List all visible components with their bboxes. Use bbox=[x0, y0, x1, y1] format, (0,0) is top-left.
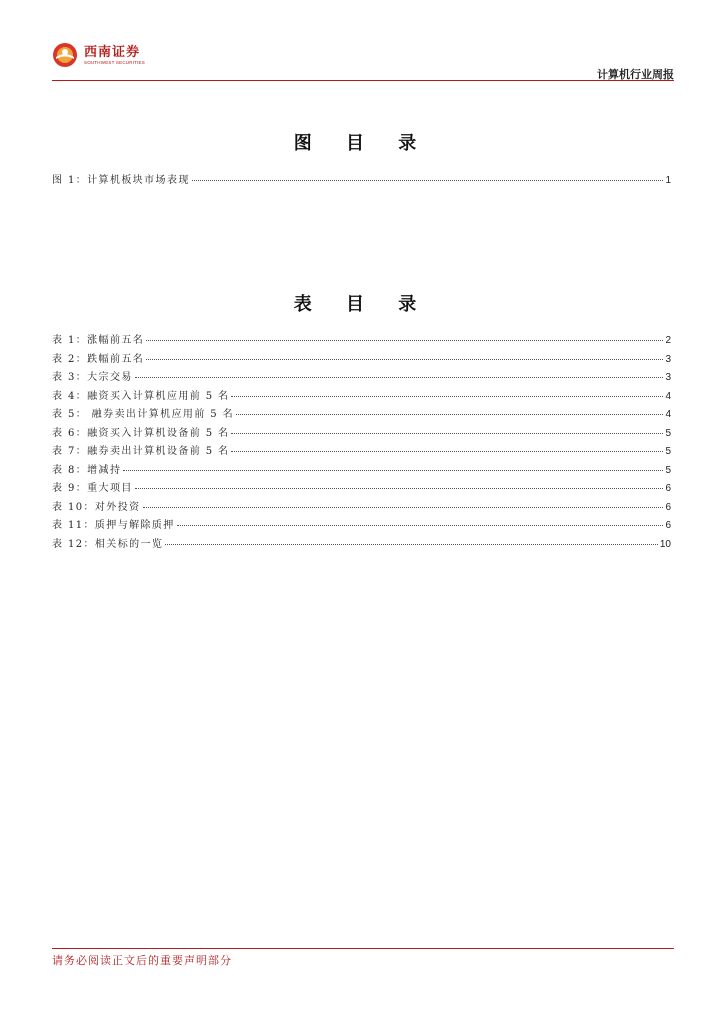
toc-leader-dots bbox=[231, 451, 663, 452]
toc-entry-label: 表 10：对外投资 bbox=[52, 501, 141, 513]
company-logo bbox=[52, 42, 145, 68]
toc-page-number: 1 bbox=[665, 175, 671, 186]
toc-entry[interactable] bbox=[52, 535, 671, 554]
toc-entry-label: 图 1：计算机板块市场表现 bbox=[52, 175, 190, 186]
toc-entry[interactable] bbox=[52, 331, 671, 350]
toc-entry[interactable] bbox=[52, 405, 671, 424]
toc-entry-label: 表 9：重大项目 bbox=[52, 483, 133, 494]
toc-entry-label: 表 3：大宗交易 bbox=[52, 372, 133, 383]
toc-entry[interactable] bbox=[52, 498, 671, 517]
toc-entry-label: 表 11：质押与解除质押 bbox=[52, 520, 175, 531]
toc-leader-dots bbox=[231, 396, 663, 397]
toc-entry[interactable] bbox=[52, 461, 671, 480]
toc-leader-dots bbox=[146, 340, 663, 341]
footer-divider bbox=[52, 948, 674, 949]
toc-leader-dots bbox=[135, 488, 664, 489]
toc-page-number: 6 bbox=[665, 520, 671, 531]
toc-entry[interactable] bbox=[52, 171, 671, 190]
toc-leader-dots bbox=[236, 414, 663, 415]
toc-entry[interactable] bbox=[52, 387, 671, 406]
header-divider bbox=[52, 80, 674, 81]
table-toc-title: 表 目 录 bbox=[293, 294, 431, 315]
figure-toc-title: 图 目 录 bbox=[293, 133, 431, 154]
toc-leader-dots bbox=[231, 433, 663, 434]
table-toc-list bbox=[52, 331, 671, 553]
toc-page-number: 6 bbox=[665, 483, 671, 494]
toc-entry-label: 表 12：相关标的一览 bbox=[52, 538, 164, 550]
toc-entry-label: 表 5： 融券卖出计算机应用前 5 名 bbox=[52, 409, 235, 420]
toc-page-number: 5 bbox=[665, 427, 671, 439]
toc-entry-label: 表 4：融资买入计算机应用前 5 名 bbox=[52, 390, 230, 402]
toc-page-number: 5 bbox=[665, 464, 671, 476]
toc-entry[interactable] bbox=[52, 516, 671, 535]
toc-entry[interactable] bbox=[52, 479, 671, 498]
toc-entry-label: 表 7：融券卖出计算机设备前 5 名 bbox=[52, 446, 230, 457]
report-type: 计算机行业周报 bbox=[597, 68, 674, 81]
southwest-securities-logo-icon bbox=[52, 42, 78, 68]
toc-page-number: 4 bbox=[665, 390, 671, 402]
toc-leader-dots bbox=[123, 470, 663, 471]
toc-leader-dots bbox=[177, 525, 664, 526]
toc-leader-dots bbox=[135, 377, 664, 378]
toc-entry-label: 表 2：跌幅前五名 bbox=[52, 353, 145, 365]
toc-entry[interactable] bbox=[52, 368, 671, 387]
toc-entry[interactable] bbox=[52, 424, 671, 443]
toc-leader-dots bbox=[192, 180, 664, 181]
figure-toc-list bbox=[52, 171, 671, 190]
toc-page-number: 4 bbox=[665, 409, 671, 420]
toc-page-number: 5 bbox=[665, 446, 671, 457]
toc-page-number: 3 bbox=[665, 372, 671, 383]
footer-disclaimer: 请务必阅读正文后的重要声明部分 bbox=[52, 954, 232, 967]
toc-leader-dots bbox=[143, 507, 664, 508]
toc-entry-label: 表 6：融资买入计算机设备前 5 名 bbox=[52, 427, 230, 439]
toc-page-number: 6 bbox=[665, 501, 671, 513]
toc-entry-label: 表 1：涨幅前五名 bbox=[52, 335, 145, 346]
toc-leader-dots bbox=[165, 544, 658, 545]
logo-chinese-name: 西南证券 bbox=[84, 44, 141, 60]
page-header bbox=[52, 40, 674, 80]
toc-page-number: 2 bbox=[665, 335, 671, 346]
toc-page-number: 10 bbox=[659, 538, 671, 550]
toc-leader-dots bbox=[146, 359, 663, 360]
toc-entry[interactable] bbox=[52, 442, 671, 461]
toc-entry-label: 表 8：增减持 bbox=[52, 464, 122, 476]
logo-english-name: SOUTHWEST SECURITIES bbox=[84, 59, 145, 65]
toc-page-number: 3 bbox=[665, 353, 671, 365]
toc-entry[interactable] bbox=[52, 350, 671, 369]
